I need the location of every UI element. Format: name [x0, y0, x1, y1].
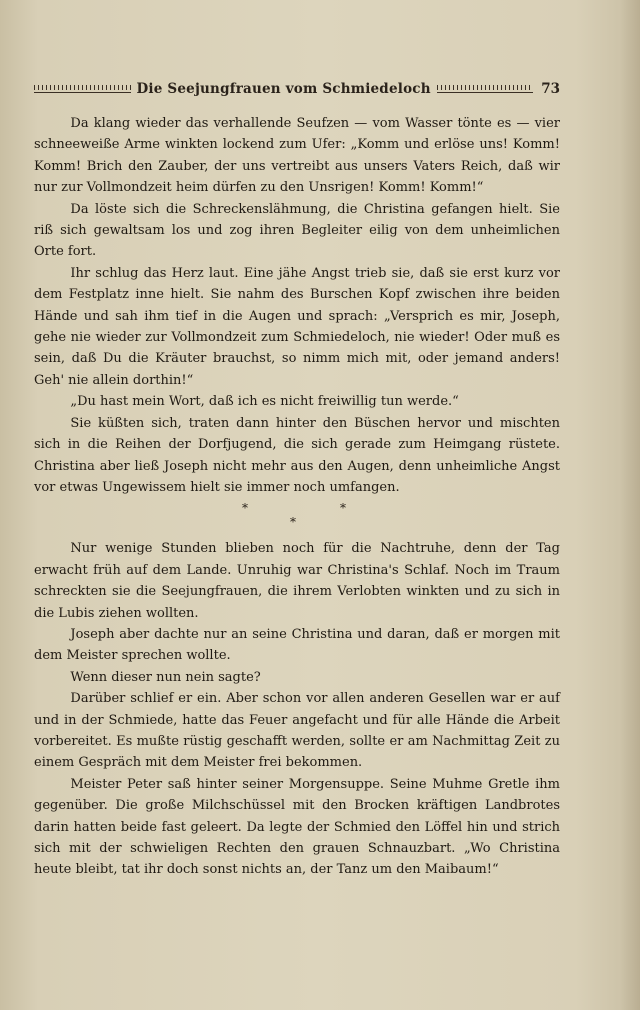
paragraph: Nur wenige Stunden blieben noch für die Nachtruhe, denn der Tag erwacht früh auf dem Lande. Unruhig war Christina's Schlaf. Noch im Traum schreckten sie die Seejungfrauen, die ihrem Verlobten winkten und zu sich in die Lubis ziehen wollten.: [34, 541, 560, 621]
paragraph: Joseph aber dachte nur an seine Christina und daran, daß er morgen mit dem Meister sprechen wollte.: [34, 626, 560, 664]
running-title: Die Seejungfrauen vom Schmiedeloch: [136, 81, 431, 97]
header-ornament-right: [437, 85, 534, 93]
header-ornament-left: [34, 85, 131, 93]
paragraph: Wenn dieser nun nein sagte?: [70, 669, 261, 685]
paragraph: Da löste sich die Schreckenslähmung, die Christina gefangen hielt. Sie riß sich gewaltsam los und zog ihren Begleiter eilig von dem unheimlichen Orte fort.: [34, 201, 560, 260]
body-text: [34, 113, 560, 881]
section-break: [34, 498, 560, 538]
running-header: [34, 78, 560, 100]
section-break-asterisk: *: [242, 501, 248, 516]
paragraph: Da klang wieder das verhallende Seufzen — vom Wasser tönte es — vier schneeweiße Arme winkten lockend zum Ufer: „Komm und erlöse uns! Komm! Komm! Brich den Zauber, der uns vertreibt aus unsers Vaters Reich, daß wir nur zur Vollmondzeit heim dürfen zu den Unsrigen! Komm! Komm!“: [34, 116, 560, 196]
paragraph: „Du hast mein Wort, daß ich es nicht freiwillig tun werde.“: [70, 394, 459, 410]
page-number: 73: [541, 81, 561, 97]
section-break-asterisk: *: [340, 501, 346, 516]
paragraph: Meister Peter saß hinter seiner Morgensuppe. Seine Muhme Gretle ihm gegenüber. Die große Milchschüssel mit den Brocken kräftigen Landbrotes darin hatten beide fast geleert. Da legte der Schmied den Löffel hin und strich sich mit der schwieligen Rechten den grauen Schnauzbart. „Wo Christina heute bleibt, tat ihr doch sonst nichts an, der Tanz um den Maibaum!“: [34, 776, 560, 878]
section-break-asterisk: *: [290, 515, 296, 530]
paragraph: Ihr schlug das Herz laut. Eine jähe Angst trieb sie, daß sie erst kurz vor dem Festplatz inne hielt. Sie nahm des Burschen Kopf zwischen ihre beiden Hände und sah ihm tief in die Augen und sprach: „Versprich es mir, Joseph, gehe nie wieder zur Vollmondzeit zum Schmiedeloch, nie wieder! Oder muß es sein, daß Du die Kräuter brauchst, so nimm mich mit, oder jemand anders! Geh' nie allein dorthin!“: [34, 265, 560, 388]
paragraph: Sie küßten sich, traten dann hinter den Büschen hervor und mischten sich in die Reihen der Dorfjugend, die sich gerade zum Heimgang rüstete. Christina aber ließ Joseph nicht mehr aus den Augen, denn unheimliche Angst vor etwas Ungewissem hielt sie immer noch umfangen.: [34, 415, 560, 495]
paragraph: Darüber schlief er ein. Aber schon vor allen anderen Gesellen war er auf und in der Schmiede, hatte das Feuer angefacht und für alle Hände die Arbeit vorbereitet. Es mußte rüstig geschafft werden, sollte er am Nachmittag Zeit zu einem Gespräch mit dem Meister frei bekommen.: [34, 691, 560, 771]
